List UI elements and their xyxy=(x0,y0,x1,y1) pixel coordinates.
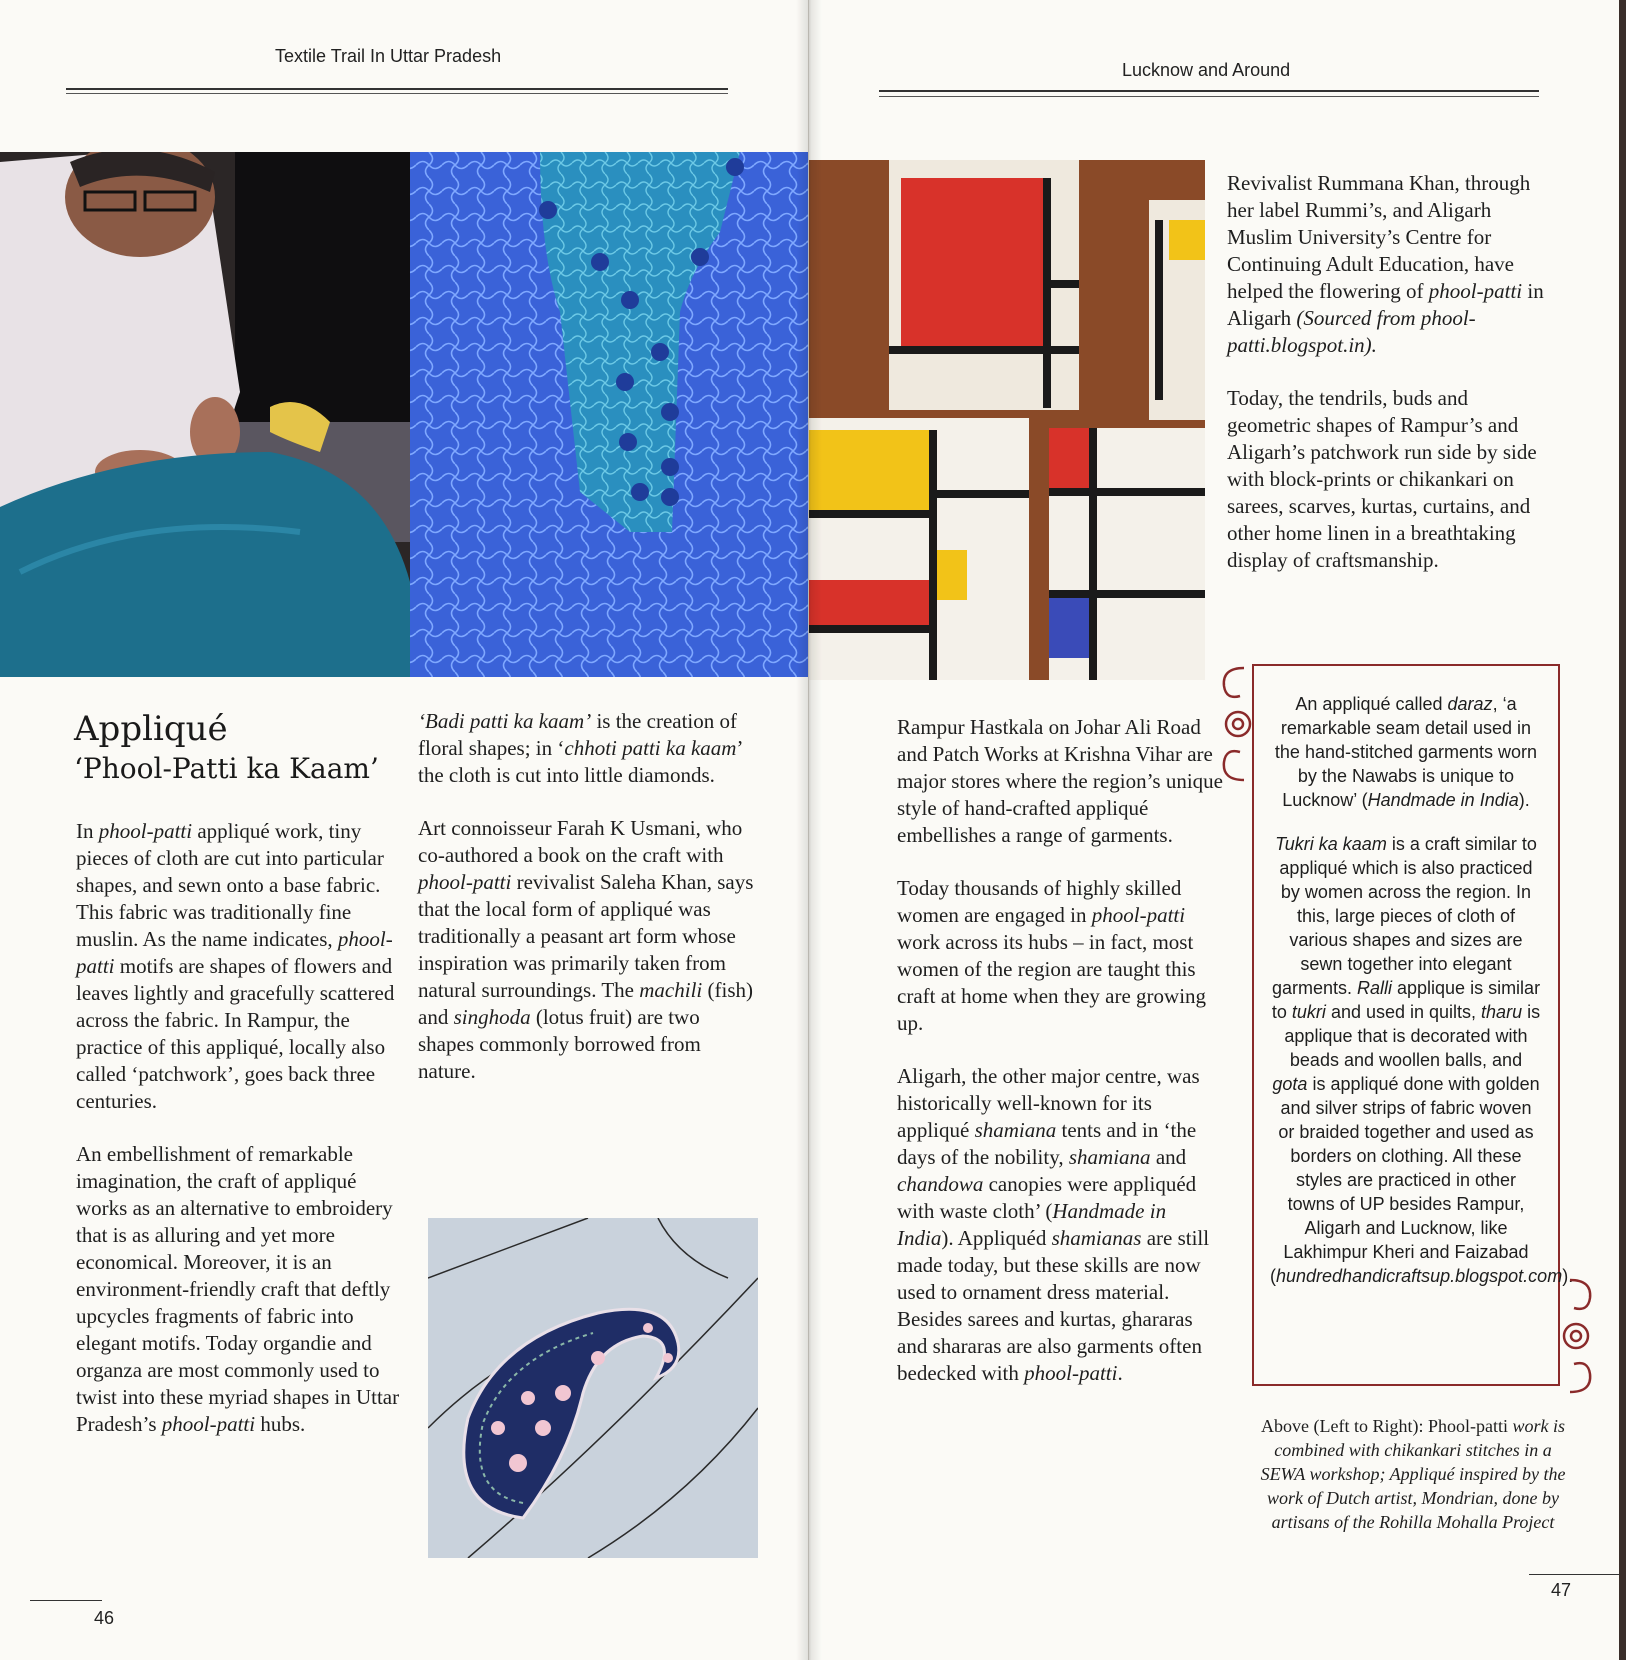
text-run: is the creation of floral shapes; in ‘ xyxy=(418,709,737,760)
text-run: Revivalist Rummana Khan, through her label Rummi’s, and Aligarh Muslim University’s Centre for Continuing Adult Education, have helped the flowering of xyxy=(1227,171,1531,303)
text-run: tents and in ‘the days of the nobility, xyxy=(897,1118,1197,1169)
text-run: motifs are shapes of flowers and leaves lightly and gracefully scattered across the fabric. In Rampur, the practice of this appliqué, locally also called ‘patchwork’, goes back three centuries. xyxy=(76,954,395,1113)
head-rule-right-thin xyxy=(879,96,1539,97)
text-run: canopies were appliquéd with waste cloth’ ( xyxy=(897,1172,1197,1223)
running-head-left: Textile Trail In Uttar Pradesh xyxy=(275,46,502,66)
page-number-right: 47 xyxy=(1551,1580,1572,1600)
text-run: Handmade in India xyxy=(1367,790,1519,810)
paragraph-rummana-khan xyxy=(1227,170,1557,359)
text-run: (lotus fruit) are two shapes commonly borrowed from nature. xyxy=(418,1005,701,1083)
text-run: daraz xyxy=(1447,694,1493,714)
text-run: An appliqué called xyxy=(1295,694,1448,714)
text-run: chhoti patti ka kaam xyxy=(564,736,737,760)
text-run: in Aligarh xyxy=(1227,279,1544,330)
paragraph-aligarh xyxy=(897,1063,1225,1387)
right-top-column xyxy=(1227,170,1557,600)
left-column-2 xyxy=(418,708,758,1111)
text-run: shamiana xyxy=(974,1118,1057,1142)
photo-applique-workshop xyxy=(0,152,808,677)
text-run: phool-patti xyxy=(1428,279,1523,303)
text-run: singhoda xyxy=(453,1005,531,1029)
text-run: Handmade in India xyxy=(897,1199,1167,1250)
paragraph-skilled-women xyxy=(897,875,1225,1037)
text-run: phool-patti xyxy=(1024,1361,1118,1385)
text-run: is a craft similar to appliqué which is also practiced by women across the region. In this, large pieces of cloth of various shapes and sizes are sewn together into elegant garments. xyxy=(1271,834,1537,998)
text-run: phool-patti xyxy=(98,819,193,843)
heading-subtitle: ‘Phool-Patti ka Kaam’ xyxy=(74,752,379,785)
paragraph-farah-usmani xyxy=(418,815,758,1085)
paragraph-badi-patti xyxy=(418,708,758,789)
text-run: Tukri ka kaam xyxy=(1275,834,1387,854)
text-run: ). Appliquéd xyxy=(941,1226,1052,1250)
text-run: In xyxy=(76,819,99,843)
text-run: applique is similar to xyxy=(1271,978,1541,1022)
left-page xyxy=(0,0,808,1660)
text-run: are still made today, but these skills are now used to ornament dress material. Besides sarees and kurtas, ghararas and shararas are also garments often bedecked with xyxy=(897,1226,1210,1385)
sidebar-box xyxy=(1252,664,1574,1386)
paragraph-tendrils: Today, the tendrils, buds and geometric shapes of Rampur’s and Aligarh’s patchwork run side by side with block-prints or chikankari on sarees, scarves, kurtas, curtains, and other home linen in a breathtaking display of craftsmanship. xyxy=(1227,386,1537,572)
text-run: Today thousands of highly skilled women are engaged in xyxy=(897,876,1182,927)
text-run: . xyxy=(1117,1361,1123,1385)
text-run: and used in quilts, xyxy=(1325,1002,1482,1022)
folio-rule-right xyxy=(1529,1574,1619,1575)
right-main-column xyxy=(897,714,1225,1413)
text-run: appliqué work, tiny pieces of cloth are cut into particular shapes, and sewn onto a base fabric. This fabric was traditionally fine muslin. As the name indicates, xyxy=(76,819,384,951)
text-run: Art connoisseur Farah K Usmani, who co-authored a book on the craft with xyxy=(418,816,743,867)
text-run: ). xyxy=(1518,790,1530,810)
text-run: work is combined with chikankari stitches in a SEWA workshop; Appliqué inspired by the work of Dutch artist, Mondrian, done by artisans of the Rohilla Mohalla Project xyxy=(1260,1416,1566,1532)
photo-mondrian-applique xyxy=(809,160,1205,680)
text-run: is applique that is decorated with beads and woollen balls, and xyxy=(1284,1002,1541,1070)
text-run: revivalist Saleha Khan, says that the local form of appliqué was traditionally a peasant art form whose inspiration was primarily taken from natural surroundings. The xyxy=(418,870,754,1002)
head-rule-left xyxy=(66,88,728,90)
flourish-ornament-top xyxy=(1214,664,1258,784)
text-run: hundredhandicraftsup.blogspot.com xyxy=(1276,1266,1563,1286)
text-run: phool-patti xyxy=(418,870,512,894)
text-run: Ralli xyxy=(1356,978,1392,998)
paragraph-rampur-hastkala: Rampur Hastkala on Johar Ali Road and Patch Works at Krishna Vihar are major stores where the region’s unique style of hand-crafted appliqué embellishes a range of garments. xyxy=(897,715,1223,847)
paragraph-embellishment xyxy=(76,1141,406,1438)
text-run: , ‘a remarkable seam detail used in the hand-stitched garments worn by the Nawabs is unique to Lucknow’ ( xyxy=(1274,694,1538,810)
text-run: Aligarh, the other major centre, was historically well-known for its appliqué xyxy=(897,1064,1200,1142)
photo-paisley-applique xyxy=(428,1218,758,1558)
text-run: (Sourced from phool-patti.blogspot.in). xyxy=(1227,306,1476,357)
text-run: ’ the cloth is cut into little diamonds. xyxy=(418,736,742,787)
text-run: shamianas xyxy=(1051,1226,1142,1250)
paragraph-intro xyxy=(76,818,406,1115)
text-run: chandowa xyxy=(897,1172,984,1196)
text-run: work across its hubs – in fact, most women of the region are taught this craft at home when they are growing up. xyxy=(897,930,1207,1035)
folio-rule-left xyxy=(30,1600,102,1601)
text-run: phool-patti xyxy=(161,1412,256,1436)
sidebar-paragraph-daraz xyxy=(1270,692,1542,812)
text-run: Above (Left to Right): Phool-patti xyxy=(1261,1416,1513,1436)
head-rule-left-thin xyxy=(66,93,728,94)
text-run: ). xyxy=(1562,1266,1574,1286)
text-run: shamiana xyxy=(1068,1145,1151,1169)
text-run: gota xyxy=(1272,1074,1308,1094)
text-run: phool-patti xyxy=(76,927,393,978)
running-head-right: Lucknow and Around xyxy=(1122,60,1291,80)
heading-title: Appliqué xyxy=(74,709,228,749)
text-run: tukri xyxy=(1291,1002,1326,1022)
photo-caption xyxy=(1252,1414,1574,1534)
text-run: machili xyxy=(639,978,703,1002)
flourish-ornament-bottom xyxy=(1556,1276,1600,1396)
text-run: hubs. xyxy=(255,1412,306,1436)
page-number-left: 46 xyxy=(94,1608,115,1628)
text-run: tharu xyxy=(1481,1002,1523,1022)
text-run: and xyxy=(1150,1145,1187,1169)
text-run: (fish) and xyxy=(418,978,753,1029)
text-run: An embellishment of remarkable imagination, the craft of appliqué works as an alternative to embroidery that is as alluring and yet more economical. Moreover, it is an environment-friendly craft that deftly upcycles fragments of fabric into elegant motifs. Today organdie and organza are most commonly used to twist into these myriad shapes in Uttar Pradesh’s xyxy=(76,1142,400,1436)
text-run: is appliqué done with golden and silver strips of fabric woven or braided together and used as borders on clothing. All these styles are practiced in other towns of UP besides Rampur, Aligarh and Lucknow, like Lakhimpur Kheri and Faizabad ( xyxy=(1270,1074,1540,1286)
text-run: phool-patti xyxy=(1091,903,1186,927)
head-rule-right xyxy=(879,90,1539,92)
article-heading xyxy=(74,708,379,788)
left-column-1 xyxy=(76,818,406,1464)
text-run: ‘Badi patti ka kaam’ xyxy=(418,709,592,733)
sidebar-paragraph-tukri xyxy=(1270,832,1574,1288)
